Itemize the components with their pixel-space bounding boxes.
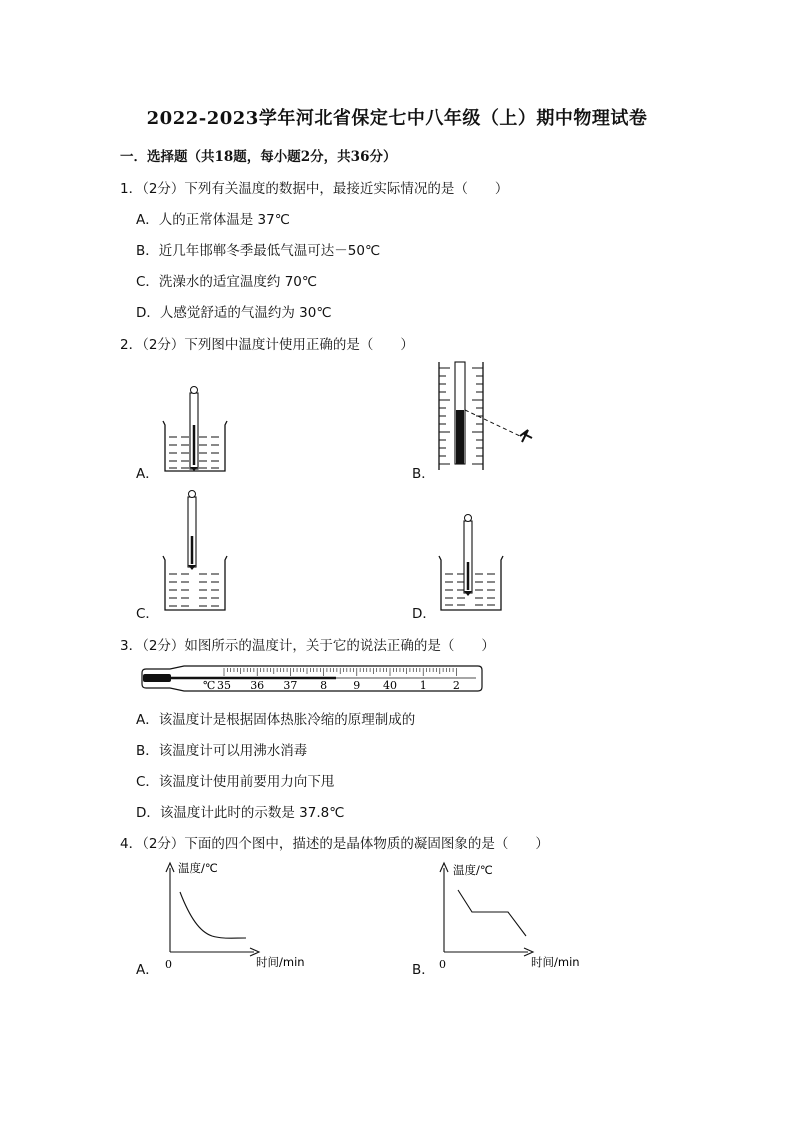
tick-label: 2 — [452, 679, 460, 692]
q2-figure-d — [436, 512, 516, 614]
section-heading: 一．选择题（共18题，每小题2分，共36分） — [120, 149, 397, 165]
tick-label: 8 — [320, 679, 328, 692]
clinical-thermometer-figure — [140, 664, 485, 694]
tick-label: 1 — [419, 679, 427, 692]
q2-label-b[interactable]: B． — [412, 466, 435, 482]
q4-a-ylabel: 温度/℃ — [178, 861, 218, 875]
question-2-stem: 2．（2分）下列图中温度计使用正确的是（ ） — [120, 337, 414, 353]
question-1-stem: 1．（2分）下列有关温度的数据中，最接近实际情况的是（ ） — [120, 181, 509, 197]
q4-graph-b — [436, 858, 586, 970]
q4-graph-a — [160, 858, 310, 970]
question-3-option-a[interactable]: A．该温度计是根据固体热胀冷缩的原理制成的 — [136, 712, 416, 728]
question-1-option-b[interactable]: B．近几年邯郸冬季最低气温可达－50℃ — [136, 243, 381, 259]
question-1-option-d[interactable]: D．人感觉舒适的气温约为 30℃ — [136, 305, 332, 321]
q4-b-origin: 0 — [439, 958, 446, 971]
q4-b-ylabel: 温度/℃ — [453, 863, 493, 877]
tick-label: 36 — [250, 679, 265, 692]
question-3-option-d[interactable]: D．该温度计此时的示数是 37.8℃ — [136, 805, 345, 821]
q4-label-b[interactable]: B． — [412, 962, 435, 978]
q2-label-a[interactable]: A． — [136, 466, 159, 482]
question-3-option-b[interactable]: B．该温度计可以用沸水消毒 — [136, 743, 308, 759]
tick-label: 37 — [283, 679, 298, 692]
question-3-option-c[interactable]: C．该温度计使用前要用力向下甩 — [136, 774, 335, 790]
page-title: 2022-2023学年河北省保定七中八年级（上）期中物理试卷 — [146, 108, 648, 129]
thermometer-unit: ℃ — [203, 679, 216, 692]
q4-label-a[interactable]: A． — [136, 962, 159, 978]
tick-label: 9 — [353, 679, 361, 692]
q4-b-xlabel: 时间/min — [531, 955, 580, 969]
question-1-option-c[interactable]: C．洗澡水的适宜温度约 70℃ — [136, 274, 318, 290]
q2-figure-c — [160, 488, 240, 614]
q4-a-origin: 0 — [165, 958, 172, 971]
tick-label: 40 — [383, 679, 397, 692]
question-1-option-a[interactable]: A．人的正常体温是 37℃ — [136, 212, 290, 228]
tick-label: 35 — [217, 679, 231, 692]
question-3-stem: 3．（2分）如图所示的温度计，关于它的说法正确的是（ ） — [120, 638, 495, 654]
q2-figure-b — [436, 360, 541, 472]
q2-label-d[interactable]: D． — [412, 606, 436, 622]
q2-figure-a — [160, 385, 240, 480]
q4-a-xlabel: 时间/min — [256, 955, 305, 969]
q2-label-c[interactable]: C． — [136, 606, 159, 622]
question-4-stem: 4．（2分）下面的四个图中，描述的是晶体物质的凝固图象的是（ ） — [120, 836, 549, 852]
